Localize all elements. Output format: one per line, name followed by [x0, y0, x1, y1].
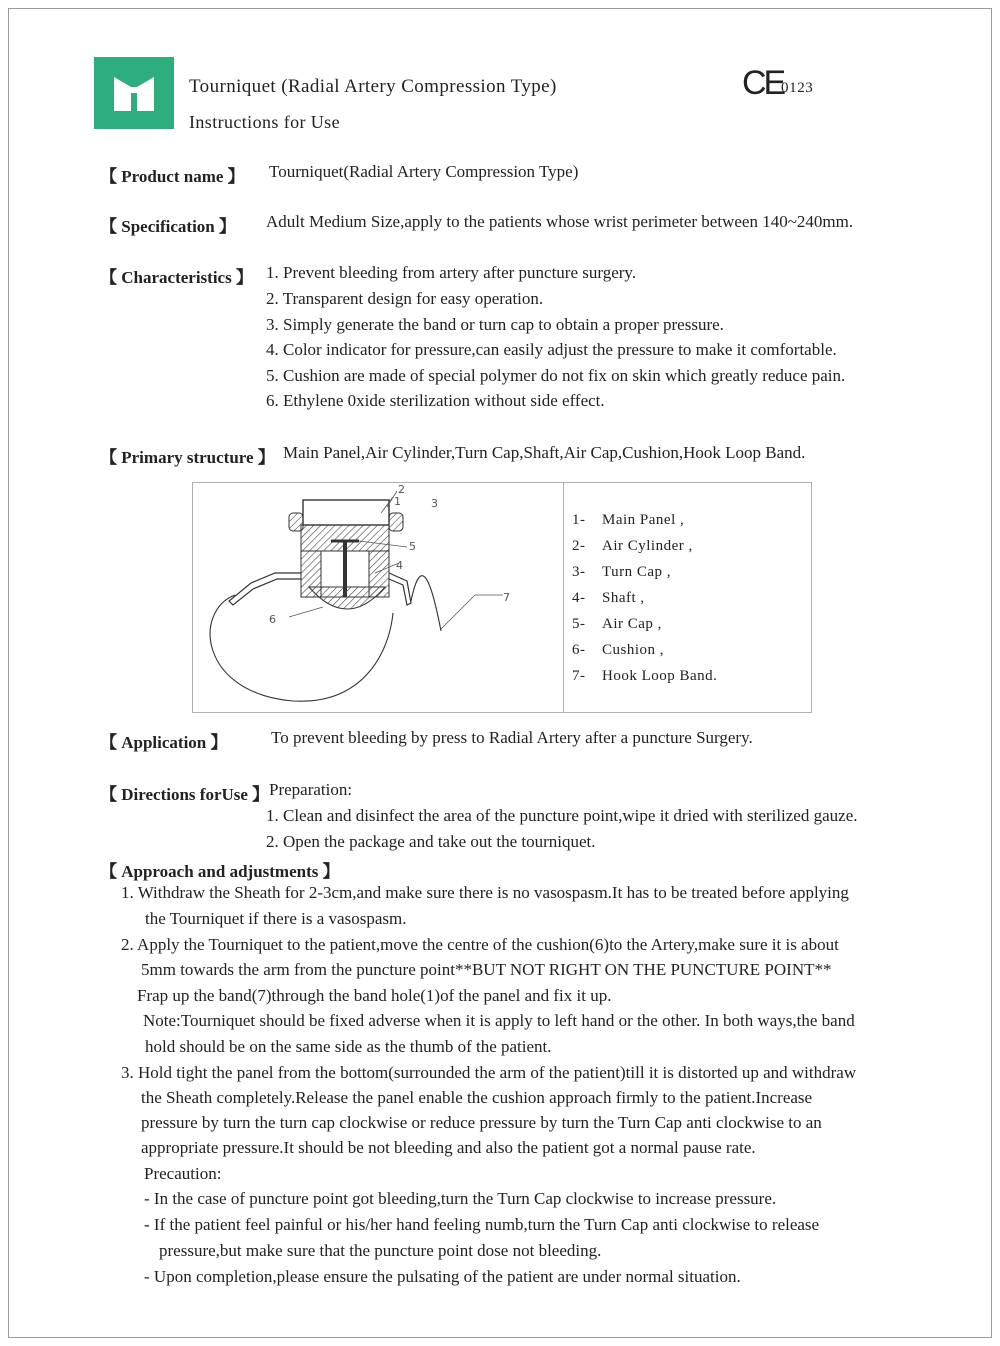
specification-value: Adult Medium Size,apply to the patients whose wrist perimeter between 140~240mm. [266, 212, 854, 231]
approach-line: hold should be on the same side as the thumb of the patient. [145, 1037, 552, 1056]
specification-label: 【 Specification 】 [100, 217, 236, 236]
tourniquet-diagram [193, 483, 562, 712]
legend-item: 2- Air Cylinder , [572, 538, 693, 554]
ce-mark: CE [742, 64, 784, 102]
approach-line: the Sheath completely.Release the panel enable the cushion approach firmly to the patient.Increase [141, 1088, 813, 1107]
characteristic-item: 1. Prevent bleeding from artery after puncture surgery. [266, 263, 637, 282]
approach-line: 1. Withdraw the Sheath for 2-3cm,and make sure there is no vasospasm.It has to be treated before applying [121, 883, 849, 902]
callout-2: 2 [398, 483, 405, 496]
diagram-divider [563, 482, 564, 713]
characteristic-item: 2. Transparent design for easy operation. [266, 289, 544, 308]
product-name-label: 【 Product name 】 [100, 167, 245, 186]
product-name-value: Tourniquet(Radial Artery Compression Type) [269, 162, 579, 181]
document-subtitle: Instructions for Use [189, 112, 340, 132]
approach-line: - Upon completion,please ensure the pulsating of the patient are under normal situation. [144, 1267, 741, 1286]
characteristic-item: 4. Color indicator for pressure,can easily adjust the pressure to make it comfortable. [266, 340, 837, 359]
callout-4: 4 [396, 559, 403, 572]
company-logo-icon [94, 57, 174, 129]
approach-line: Precaution: [144, 1164, 222, 1183]
approach-line: 3. Hold tight the panel from the bottom(surrounded the arm of the patient)till it is distorted up and withdraw [121, 1063, 857, 1082]
legend-item: 5- Air Cap , [572, 616, 662, 632]
characteristics-label: 【 Characteristics 】 [100, 268, 253, 287]
legend-item: 4- Shaft , [572, 590, 645, 606]
primary-structure-value: Main Panel,Air Cylinder,Turn Cap,Shaft,Air Cap,Cushion,Hook Loop Band. [283, 443, 806, 462]
approach-line: pressure,but make sure that the puncture point dose not bleeding. [159, 1241, 602, 1260]
directions-item: 2. Open the package and take out the tourniquet. [266, 832, 596, 851]
approach-line: Frap up the band(7)through the band hole(1)of the panel and fix it up. [137, 986, 612, 1005]
ce-number: 0123 [781, 80, 814, 96]
legend-item: 6- Cushion , [572, 642, 665, 658]
approach-line: - If the patient feel painful or his/her hand feeling numb,turn the Turn Cap anti clockwise to release [144, 1215, 820, 1234]
approach-line: 2. Apply the Tourniquet to the patient,move the centre of the cushion(6)to the Artery,make sure it is about [121, 935, 839, 954]
characteristic-item: 5. Cushion are made of special polymer do not fix on skin which greatly reduce pain. [266, 366, 846, 385]
legend-item: 1- Main Panel , [572, 512, 685, 528]
legend-item: 7- Hook Loop Band. [572, 668, 718, 684]
callout-5: 5 [409, 540, 416, 553]
callout-1: 1 [394, 495, 401, 508]
legend-item: 3- Turn Cap , [572, 564, 672, 580]
characteristic-item: 3. Simply generate the band or turn cap to obtain a proper pressure. [266, 315, 724, 334]
directions-label: 【 Directions forUse 】 [100, 785, 270, 804]
document-title: Tourniquet (Radial Artery Compression Type) [189, 76, 557, 97]
approach-line: the Tourniquet if there is a vasospasm. [145, 909, 407, 928]
callout-7: 7 [503, 591, 510, 604]
approach-line: Note:Tourniquet should be fixed adverse when it is apply to left hand or the other. In both ways,the band [143, 1011, 855, 1030]
primary-structure-label: 【 Primary structure 】 [100, 448, 275, 467]
approach-line: pressure by turn the turn cap clockwise or reduce pressure by turn the Turn Cap anti clockwise to an [141, 1113, 822, 1132]
approach-line: - In the case of puncture point got bleeding,turn the Turn Cap clockwise to increase pressure. [144, 1189, 777, 1208]
application-value: To prevent bleeding by press to Radial Artery after a puncture Surgery. [271, 728, 753, 747]
approach-line: appropriate pressure.It should be not bleeding and also the patient got a normal pause rate. [141, 1138, 756, 1157]
application-label: 【 Application 】 [100, 733, 228, 752]
directions-item: 1. Clean and disinfect the area of the puncture point,wipe it dried with sterilized gauze. [266, 806, 858, 825]
approach-label: 【 Approach and adjustments 】 [100, 862, 340, 881]
characteristic-item: 6. Ethylene 0xide sterilization without side effect. [266, 391, 605, 410]
callout-6: 6 [269, 613, 276, 626]
approach-line: 5mm towards the arm from the puncture point**BUT NOT RIGHT ON THE PUNCTURE POINT** [141, 960, 832, 979]
directions-preparation: Preparation: [269, 780, 353, 799]
callout-3: 3 [431, 497, 438, 510]
